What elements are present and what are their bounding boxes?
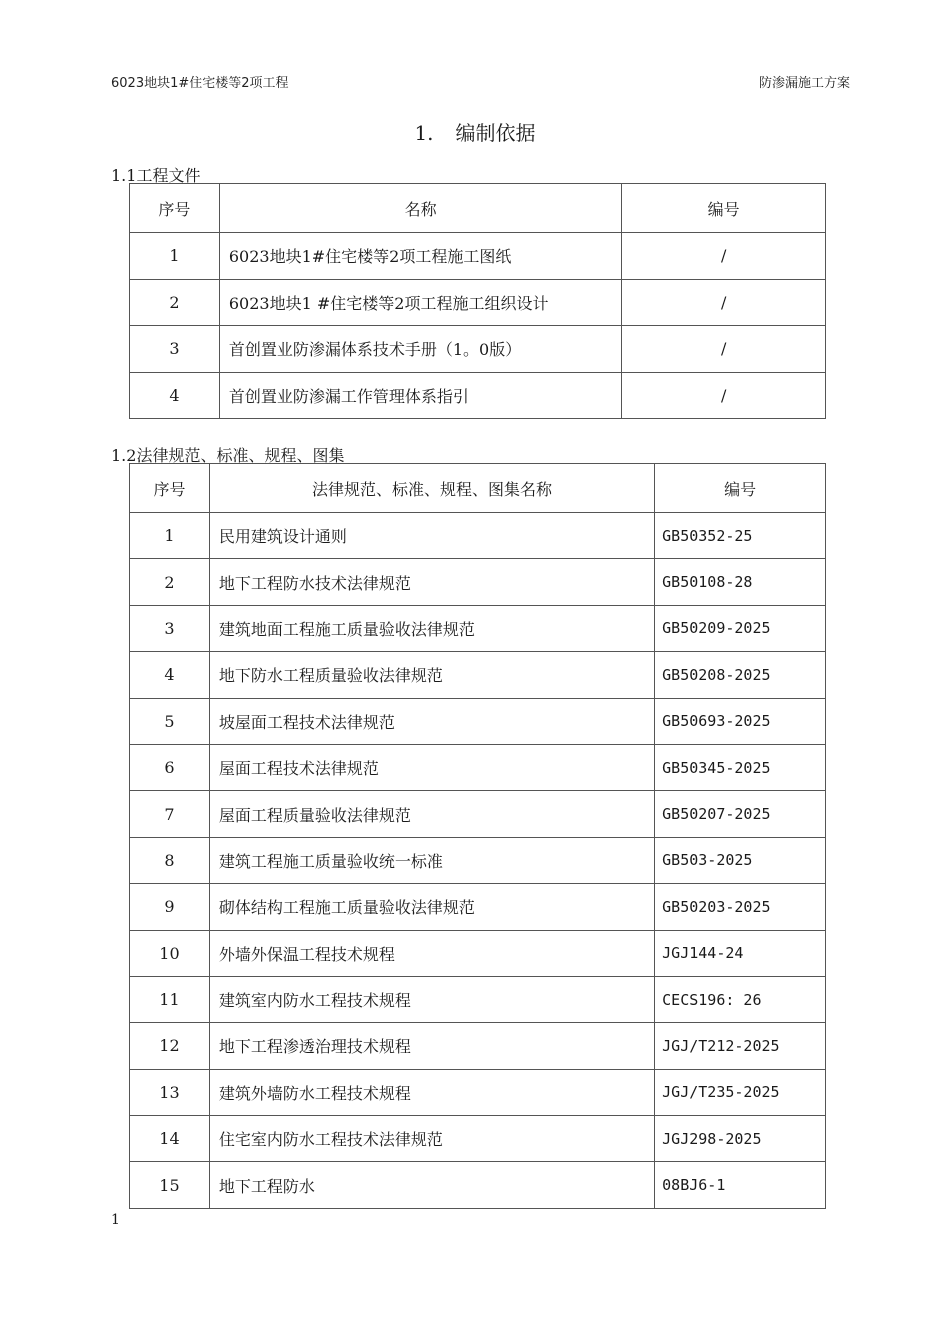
- cell-code: /: [622, 372, 826, 419]
- column-header-name: 名称: [219, 184, 621, 233]
- table-row: [130, 744, 826, 790]
- cell-name: 砌体结构工程施工质量验收法律规范: [209, 884, 654, 930]
- cell-name: 外墙外保温工程技术规程: [209, 930, 654, 976]
- table-row: [130, 652, 826, 698]
- cell-code: GB50203-2025: [655, 884, 826, 930]
- table-row: [130, 1162, 826, 1208]
- project-documents-table: [129, 183, 826, 419]
- cell-no: 4: [130, 372, 220, 419]
- standards-table: [129, 463, 826, 1209]
- table-row: [130, 791, 826, 837]
- cell-no: 12: [130, 1023, 210, 1069]
- cell-no: 1: [130, 513, 210, 559]
- table-row: [130, 930, 826, 976]
- cell-code: JGJ144-24: [655, 930, 826, 976]
- cell-code: GB50693-2025: [655, 698, 826, 744]
- cell-no: 6: [130, 744, 210, 790]
- chapter-title-text: 编制依据: [455, 121, 536, 145]
- cell-name: 屋面工程质量验收法律规范: [209, 791, 654, 837]
- cell-name: 地下工程防水技术法律规范: [209, 559, 654, 605]
- column-header-no: 序号: [130, 464, 210, 513]
- cell-code: /: [622, 233, 826, 280]
- cell-code: GB50208-2025: [655, 652, 826, 698]
- cell-name: 建筑室内防水工程技术规程: [209, 976, 654, 1022]
- table-row: [130, 605, 826, 651]
- cell-name: 民用建筑设计通则: [209, 513, 654, 559]
- cell-name: 建筑工程施工质量验收统一标准: [209, 837, 654, 883]
- project-documents-body: [130, 233, 826, 419]
- cell-name: 6023地块1 #住宅楼等2项工程施工组织设计: [219, 279, 621, 326]
- table-header-row: [130, 184, 826, 233]
- table-row: [130, 372, 826, 419]
- standards-body: [130, 513, 826, 1209]
- table-row: [130, 976, 826, 1022]
- cell-no: 11: [130, 976, 210, 1022]
- chapter-number: 1.: [414, 121, 434, 145]
- cell-code: GB50108-28: [655, 559, 826, 605]
- cell-code: /: [622, 326, 826, 373]
- cell-no: 3: [130, 605, 210, 651]
- cell-no: 7: [130, 791, 210, 837]
- cell-no: 2: [130, 559, 210, 605]
- cell-code: GB50207-2025: [655, 791, 826, 837]
- table-row: [130, 837, 826, 883]
- cell-no: 2: [130, 279, 220, 326]
- cell-name: 首创置业防渗漏体系技术手册（1。0版）: [219, 326, 621, 373]
- table-row: [130, 1116, 826, 1162]
- table-row: [130, 279, 826, 326]
- cell-code: JGJ/T235-2025: [655, 1069, 826, 1115]
- cell-no: 15: [130, 1162, 210, 1208]
- cell-code: GB50352-25: [655, 513, 826, 559]
- cell-name: 建筑地面工程施工质量验收法律规范: [209, 605, 654, 651]
- page-header-doc-title: 防渗漏施工方案: [758, 76, 850, 91]
- chapter-title: [0, 117, 950, 146]
- column-header-name: 法律规范、标准、规程、图集名称: [209, 464, 654, 513]
- cell-code: GB503-2025: [655, 837, 826, 883]
- cell-code: JGJ/T212-2025: [655, 1023, 826, 1069]
- column-header-code: 编号: [655, 464, 826, 513]
- cell-no: 8: [130, 837, 210, 883]
- cell-name: 建筑外墙防水工程技术规程: [209, 1069, 654, 1115]
- table-row: [130, 1069, 826, 1115]
- cell-no: 9: [130, 884, 210, 930]
- page-number: 1: [111, 1212, 120, 1228]
- table-row: [130, 884, 826, 930]
- cell-name: 坡屋面工程技术法律规范: [209, 698, 654, 744]
- cell-name: 地下工程防水: [209, 1162, 654, 1208]
- table-header-row: [130, 464, 826, 513]
- table-row: [130, 559, 826, 605]
- cell-name: 首创置业防渗漏工作管理体系指引: [219, 372, 621, 419]
- section-heading-1-2: 1.2法律规范、标准、规程、图集: [111, 446, 345, 465]
- column-header-code: 编号: [622, 184, 826, 233]
- cell-no: 14: [130, 1116, 210, 1162]
- cell-no: 10: [130, 930, 210, 976]
- cell-name: 屋面工程技术法律规范: [209, 744, 654, 790]
- page-header-project: 6023地块1#住宅楼等2项工程: [111, 76, 289, 91]
- cell-name: 地下防水工程质量验收法律规范: [209, 652, 654, 698]
- cell-name: 住宅室内防水工程技术法律规范: [209, 1116, 654, 1162]
- cell-code: GB50345-2025: [655, 744, 826, 790]
- cell-code: CECS196: 26: [655, 976, 826, 1022]
- table-row: [130, 233, 826, 280]
- cell-code: 08BJ6-1: [655, 1162, 826, 1208]
- cell-name: 6023地块1#住宅楼等2项工程施工图纸: [219, 233, 621, 280]
- table-row: [130, 513, 826, 559]
- table-row: [130, 326, 826, 373]
- cell-no: 1: [130, 233, 220, 280]
- cell-no: 4: [130, 652, 210, 698]
- cell-code: /: [622, 279, 826, 326]
- table-row: [130, 698, 826, 744]
- cell-code: GB50209-2025: [655, 605, 826, 651]
- cell-no: 3: [130, 326, 220, 373]
- table-row: [130, 1023, 826, 1069]
- section-heading-1-1: 1.1工程文件: [111, 166, 201, 185]
- cell-no: 5: [130, 698, 210, 744]
- cell-code: JGJ298-2025: [655, 1116, 826, 1162]
- cell-name: 地下工程渗透治理技术规程: [209, 1023, 654, 1069]
- cell-no: 13: [130, 1069, 210, 1115]
- column-header-no: 序号: [130, 184, 220, 233]
